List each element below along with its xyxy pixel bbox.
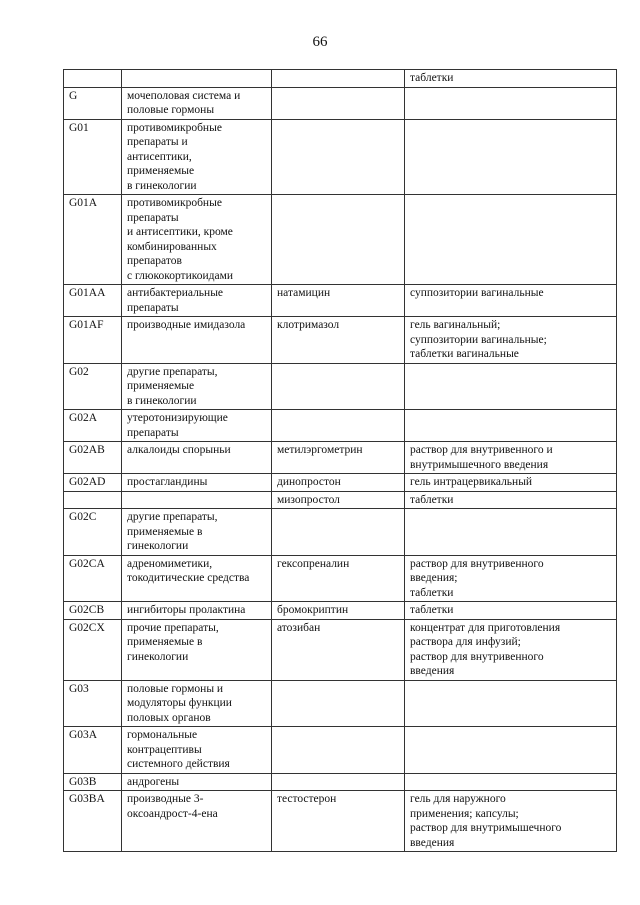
cell-group: алкалоиды спорыньи xyxy=(122,442,272,474)
cell-form: гель интрацервикальный xyxy=(405,474,617,492)
table-row xyxy=(64,555,617,602)
cell-form xyxy=(405,119,617,195)
cell-code: G03A xyxy=(64,727,122,774)
cell-code: G01AA xyxy=(64,285,122,317)
cell-group: производные 3- оксоандрост-4-ена xyxy=(122,791,272,852)
cell-code: G01AF xyxy=(64,317,122,364)
cell-drug xyxy=(272,87,405,119)
cell-form xyxy=(405,363,617,410)
cell-drug xyxy=(272,680,405,727)
cell-code: G02 xyxy=(64,363,122,410)
cell-code: G02AB xyxy=(64,442,122,474)
page-number: 66 xyxy=(312,34,328,50)
cell-drug xyxy=(272,363,405,410)
table-row xyxy=(64,70,617,88)
cell-form: таблетки xyxy=(405,70,617,88)
cell-drug: динопростон xyxy=(272,474,405,492)
cell-group: антибактериальные препараты xyxy=(122,285,272,317)
cell-group: утеротонизирующие препараты xyxy=(122,410,272,442)
cell-form: раствор для внутривенного введения; таблетки xyxy=(405,555,617,602)
cell-drug xyxy=(272,195,405,285)
table-row xyxy=(64,491,617,509)
cell-drug: бромокриптин xyxy=(272,602,405,620)
cell-drug: метилэргометрин xyxy=(272,442,405,474)
cell-drug: гексопреналин xyxy=(272,555,405,602)
table-row xyxy=(64,317,617,364)
cell-drug xyxy=(272,410,405,442)
cell-form xyxy=(405,195,617,285)
cell-form: суппозитории вагинальные xyxy=(405,285,617,317)
cell-code: G02CX xyxy=(64,619,122,680)
cell-code: G02CB xyxy=(64,602,122,620)
cell-group: половые гормоны и модуляторы функции половых органов xyxy=(122,680,272,727)
cell-drug: мизопростол xyxy=(272,491,405,509)
cell-drug: натамицин xyxy=(272,285,405,317)
cell-group xyxy=(122,70,272,88)
cell-form xyxy=(405,773,617,791)
cell-drug: атозибан xyxy=(272,619,405,680)
table-row xyxy=(64,680,617,727)
table-row xyxy=(64,602,617,620)
cell-group: другие препараты, применяемые в гинекологии xyxy=(122,363,272,410)
cell-code: G xyxy=(64,87,122,119)
table-row xyxy=(64,119,617,195)
table-row xyxy=(64,791,617,852)
table-row xyxy=(64,363,617,410)
cell-form xyxy=(405,727,617,774)
cell-form: таблетки xyxy=(405,602,617,620)
cell-group: противомикробные препараты и антисептики, применяемые в гинекологии xyxy=(122,119,272,195)
cell-form xyxy=(405,87,617,119)
cell-form: раствор для внутривенного и внутримышечного введения xyxy=(405,442,617,474)
table-row xyxy=(64,474,617,492)
cell-group: производные имидазола xyxy=(122,317,272,364)
cell-group: андрогены xyxy=(122,773,272,791)
cell-group: гормональные контрацептивы системного действия xyxy=(122,727,272,774)
cell-drug xyxy=(272,727,405,774)
table-row xyxy=(64,727,617,774)
cell-form xyxy=(405,509,617,556)
cell-form: таблетки xyxy=(405,491,617,509)
cell-code: G03 xyxy=(64,680,122,727)
cell-code: G01A xyxy=(64,195,122,285)
cell-drug xyxy=(272,773,405,791)
table-row xyxy=(64,619,617,680)
cell-group: простагландины xyxy=(122,474,272,492)
table-row xyxy=(64,87,617,119)
table-row xyxy=(64,285,617,317)
cell-group: ингибиторы пролактина xyxy=(122,602,272,620)
table-row xyxy=(64,195,617,285)
cell-drug xyxy=(272,70,405,88)
table-row xyxy=(64,410,617,442)
cell-group: прочие препараты, применяемые в гинекологии xyxy=(122,619,272,680)
cell-form: концентрат для приготовления раствора для инфузий; раствор для внутривенного введения xyxy=(405,619,617,680)
cell-drug: клотримазол xyxy=(272,317,405,364)
cell-form xyxy=(405,410,617,442)
drug-table xyxy=(63,69,617,852)
cell-drug xyxy=(272,119,405,195)
drug-table-body xyxy=(64,70,617,852)
cell-drug: тестостерон xyxy=(272,791,405,852)
cell-code xyxy=(64,491,122,509)
table-row xyxy=(64,442,617,474)
cell-group: мочеполовая система и половые гормоны xyxy=(122,87,272,119)
cell-group: противомикробные препараты и антисептики, кроме комбинированных препаратов с глюкокортикоидами xyxy=(122,195,272,285)
cell-group: другие препараты, применяемые в гинекологии xyxy=(122,509,272,556)
cell-form xyxy=(405,680,617,727)
cell-code: G03B xyxy=(64,773,122,791)
table-row xyxy=(64,509,617,556)
cell-code: G02CA xyxy=(64,555,122,602)
cell-code: G01 xyxy=(64,119,122,195)
cell-group xyxy=(122,491,272,509)
cell-code: G02C xyxy=(64,509,122,556)
cell-group: адреномиметики, токодитические средства xyxy=(122,555,272,602)
cell-code xyxy=(64,70,122,88)
cell-drug xyxy=(272,509,405,556)
cell-code: G02A xyxy=(64,410,122,442)
cell-form: гель вагинальный; суппозитории вагинальные; таблетки вагинальные xyxy=(405,317,617,364)
table-row xyxy=(64,773,617,791)
cell-code: G02AD xyxy=(64,474,122,492)
cell-code: G03BA xyxy=(64,791,122,852)
cell-form: гель для наружного применения; капсулы; раствор для внутримышечного введения xyxy=(405,791,617,852)
